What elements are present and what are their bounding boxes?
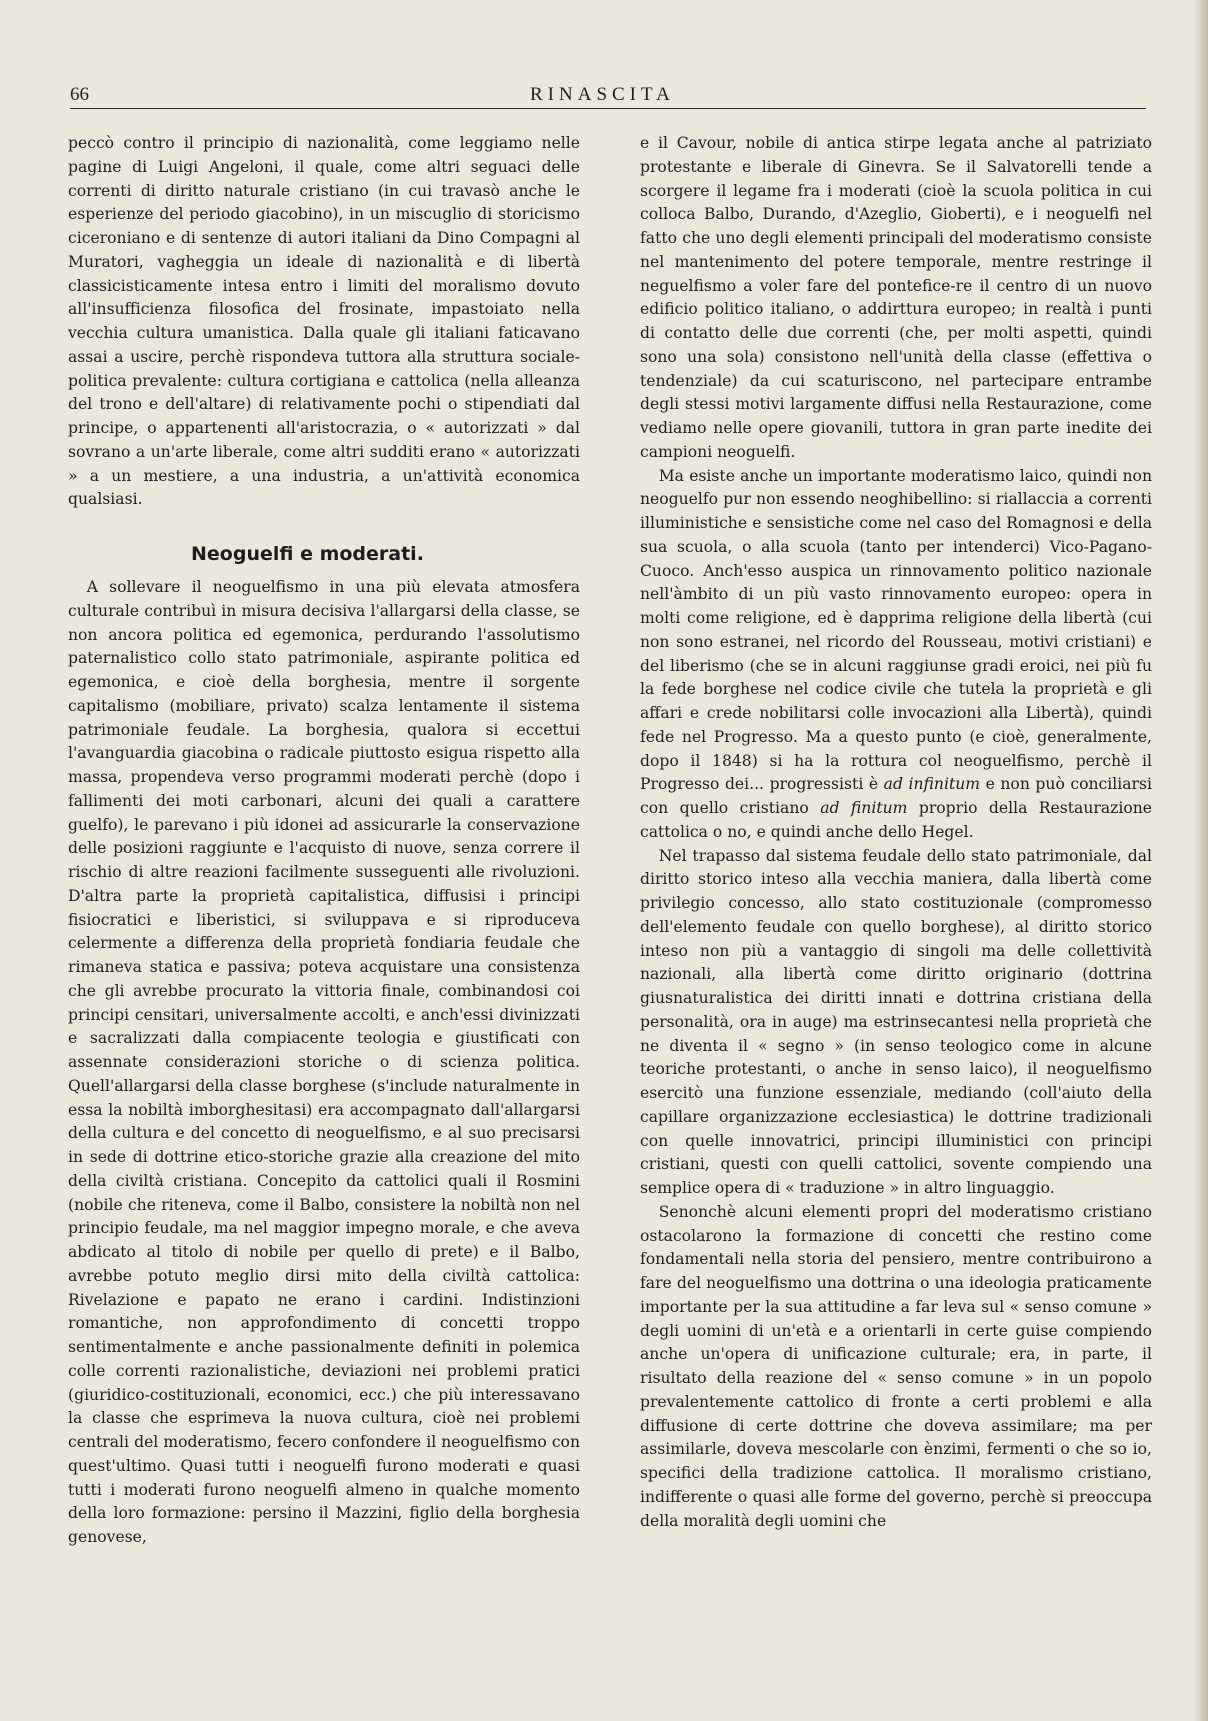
right-paragraph-3: Nel trapasso dal sistema feudale dello stato patrimoniale, dal diritto storico inteso alla vecchia maniera, dalla libertà come privilegio concesso, allo stato costituzionale (compromesso dell'elemento feudale con quello borghese), al diritto storico inteso non più a vantaggio di singoli ma delle collettività nazionali, alla libertà come diritto originario (dottrina giusnaturalistica dei diritti innati e dottrina cristiana della personalità, ora in auge) ma estrinsecantesi nella proprietà che ne diventa il « segno » (in senso teologico come in alcune teoriche protestanti, o anche in senso laico), il neoguelfismo esercitò una funzione essenziale, mediando (coll'aiuto della capillare organizzazione ecclesiastica) le dottrine tradizionali con quelle innovatrici, principi illuministici con principi cristiani, questi con quelli cattolici, sovente compiendo una semplice opera di « traduzione » in altro linguaggio. xyxy=(640,846,1152,1197)
right-paragraph-4: Senonchè alcuni elementi propri del moderatismo cristiano ostacolarono la formazione di concetti che restino come fondamentali nella storia del pensiero, mentre contribuirono a fare del neoguelfismo una dottrina o una ideologia praticamente importante per la sua attitudine a far leva sul « senso comune » degli uomini di un'età e a orientarli in certe guise compiendo anche un'opera di unificazione culturale; era, in parte, il risultato della reazione del « senso comune » in un popolo prevalentemente cattolico di fronte a certi problemi e alla diffusione di certe dottrine che doveva assimilare; ma per assimilarle, doveva mescolarle con ènzimi, fermenti o che so io, specifici della tradizione cattolica. Il moralismo cristiano, indifferente o quasi alle forme del governo, perchè si preoccupa della moralità degli uomini che xyxy=(640,1202,1152,1530)
right-paragraph-2-mid: e non può conciliarsi con quello cristiano xyxy=(640,775,1152,817)
page-header xyxy=(70,84,1146,110)
left-paragraph-1: peccò contro il principio di nazionalità, come leggiamo nelle pagine di Luigi Angeloni, il quale, come altri seguaci delle correnti di diritto naturale cristiano (in cui travasò anche le esperienze del periodo giacobino), in un miscuglio di storicismo ciceroniano e di sentenze di autori italiani da Dino Compagni al Muratori, vagheggia un ideale di nazionalità e di libertà classicisticamente intesa entro i limiti del moralismo dovuto all'insufficienza filosofica del frosinate, impastoiato nella vecchia cultura umanistica. Dalla quale gli italiani faticavano assai a uscire, perchè rispondeva tuttora alla struttura sociale-politica prevalente: cultura cortigiana e cattolica (nella alleanza del trono e dell'altare) di relativamente pochi o stipendiati dal principe, o appartenenti all'aristocrazia, o « autorizzati » dal sovrano a un'arte liberale, come altri sudditi erano « autorizzati » a un mestiere, a una industria, a un'attività economica qualsiasi. xyxy=(68,134,580,509)
right-paragraph-1: e il Cavour, nobile di antica stirpe legata anche al patriziato protestante e liberale di Ginevra. Se il Salvatorelli tende a scorgere il legame fra i moderati (cioè la scuola politica in cui colloca Balbo, Durando, d'Azeglio, Gioberti), e i neoguelfi nel fatto che uno degli elementi principali del moderatismo consiste nel mantenimento del potere temporale, mentre restringe il neguelfismo a voler fare del pontefice-re il centro di un nuovo edificio politico italiano, o addirttura europeo; in realtà i punti di contatto delle due correnti (che, per molti aspetti, quindi sono una sola) consistono nell'unità della classe (effettiva o tendenziale) da cui scaturiscono, nel partecipare entrambe degli stessi motivi largamente diffusi nella Restaurazione, come vediamo nelle opere giovanili, tuttora in gran parte inedite dei campioni neoguelfi. xyxy=(640,134,1152,461)
italic-ad-finitum: ad finitum xyxy=(820,799,908,817)
right-paragraph-2-end: proprio della Restaurazione cattolica o no, e quindi anche dello Hegel. xyxy=(640,799,1152,841)
section-heading: Neoguelfi e moderati. xyxy=(191,543,424,565)
right-paragraph-2-text: Ma esiste anche un importante moderatismo laico, quindi non neoguelfo pur non essendo neoghibellino: si riallaccia a correnti illuministiche e sensistiche come nel caso del Romagnosi e della sua scuola, o alla scuola (tanto per intenderci) Vico-Pagano-Cuoco. Anch'esso auspica un rinnovamento politico nazionale nell'àmbito di un più vasto rinnovamento europeo: opera in molti come religione, ed è dapprima religione della libertà (cui non sono estranei, nel ricordo del Rousseau, motivi cristiani) e del liberismo (che se in alcuni raggiunse gradi eroici, nei più fu la fede borghese nel codice civile che tutela la proprietà e gli affari e crede nobilitarsi colle invocazioni alla Libertà), quindi fede nel Progresso. Ma a questo punto (e cioè, generalmente, dopo il 1848) si ha la rottura col neoguelfismo, perchè il Progresso dei... progressisti è xyxy=(640,466,1152,794)
right-column xyxy=(640,132,1152,1533)
page-number: 66 xyxy=(70,84,89,105)
italic-ad-infinitum: ad infinitum xyxy=(883,775,981,794)
header-rule xyxy=(70,108,1146,109)
left-column xyxy=(68,132,580,1550)
running-title: RINASCITA xyxy=(530,84,675,105)
page-edge-shadow xyxy=(1194,0,1208,1721)
right-paragraph-2 xyxy=(640,465,1152,845)
left-paragraph-2: A sollevare il neoguelfismo in una più elevata atmosfera culturale contribuì in misura decisiva l'allargarsi della classe, se non ancora politica ed egemonica, perdurando l'assolutismo paternalistico collo stato patrimoniale, aspirante politica ed egemonica, e cioè della borghesia, mentre il sorgente capitalismo (mobiliare, privato) scalza lentamente il sistema patrimoniale feudale. La borghesia, qualora si eccettui l'avanguardia giacobina o radicale piuttosto esigua rispetto alla massa, propendeva verso programmi moderati perchè (dopo i fallimenti dei moti carbonari, alcuni dei quali a carattere guelfo), le parevano i più idonei ad assicurarle la conservazione delle posizioni raggiunte e l'acquisto di nuove, senza correre il rischio di altre reazioni facilmente susseguenti alle rivoluzioni. D'altra parte la proprietà capitalistica, diffusisi i principi fisiocratici e liberistici, si sviluppava e si riproduceva celermente a differenza della proprietà fondiaria feudale che rimaneva statica e passiva; poteva acquistare una consistenza che gli avrebbe procurato la vittoria finale, combinandosi coi principi censitari, universalmente accolti, e anch'essi divinizzati e sacralizzati dalla compiacente teologia e giustificati con assennate considerazioni storiche o di scienza politica. Quell'allargarsi della classe borghese (s'include naturalmente in essa la nobiltà imborghesitasi) era accompagnato dall'allargarsi della cultura e del concetto di neoguelfismo, e al suo precisarsi in sede di dottrine etico-storiche grazie alla creazione del mito della civiltà cristiana. Concepito da cattolici quali il Rosmini (nobile che riteneva, come il Balbo, consistere la nobiltà non nel principio feudale, ma nel maggior impegno morale, e che aveva abdicato al titolo di nobile per quello di prete) e il Balbo, avrebbe potuto meglio dirsi mito della civiltà cattolica: Rivelazione e papato ne erano i cardini. Indistinzioni romantiche, non approfondimento di concetti troppo sentimentalmente e anche passionalmente definiti in polemica colle correnti razionalistiche, deviazioni nei problemi pratici (giuridico-costituzionali, economici, ecc.) che più interessavano la classe che esprimeva la nuova cultura, cioè nei problemi centrali del moderatismo, fecero confondere il neoguelfismo con quest'ultimo. Quasi tutti i neoguelfi furono moderati e quasi tutti i moderati furono neoguelfi almeno in qualche momento della loro formazione: persino il Mazzini, figlio della borghesia genovese, xyxy=(68,578,580,1546)
